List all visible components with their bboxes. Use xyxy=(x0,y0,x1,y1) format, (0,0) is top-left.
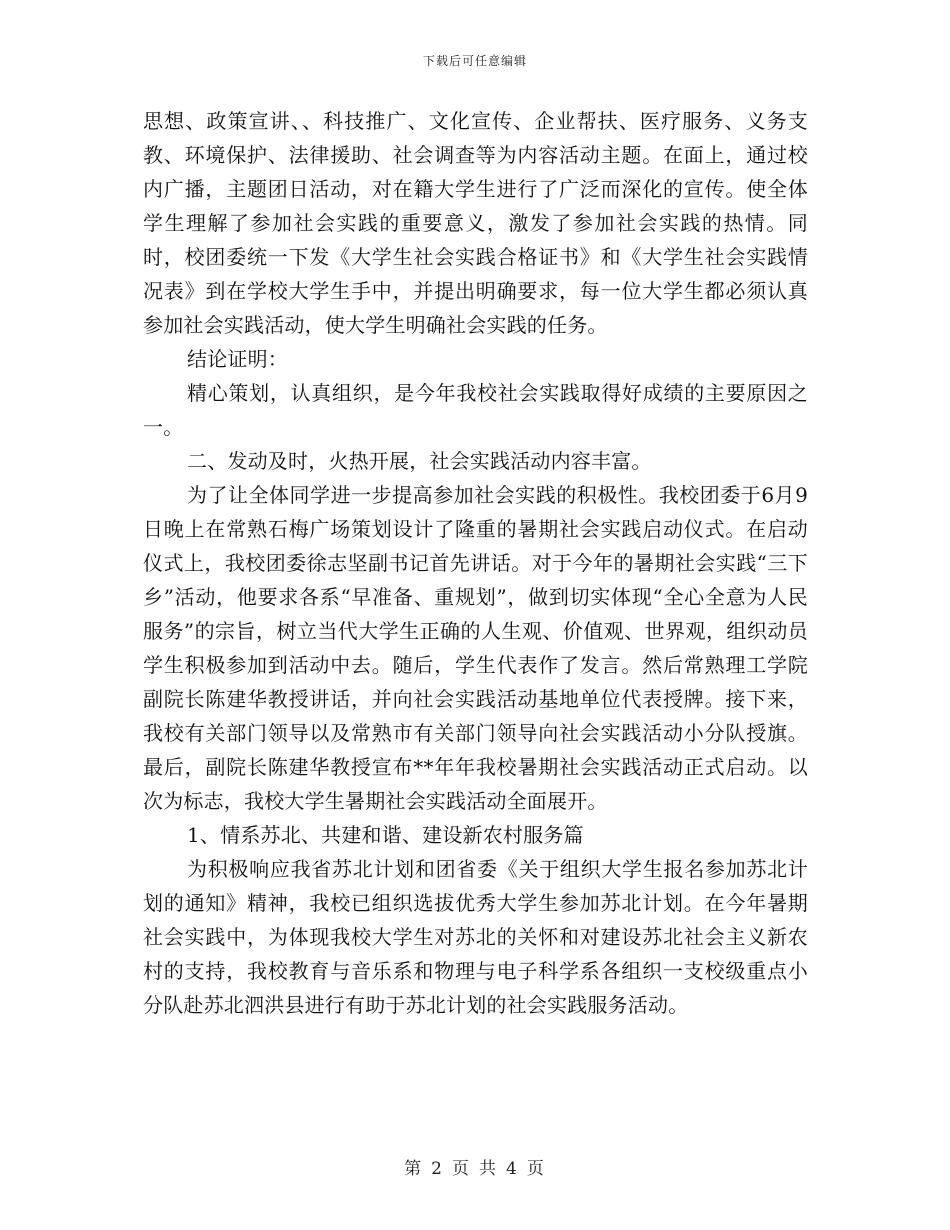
section-heading-2: 二、发动及时，火热开展，社会实践活动内容丰富。 xyxy=(187,449,652,473)
paragraph-continued: 思想、政策宣讲、、科技推广、文化宣传、企业帮扶、医疗服务、义务支教、环境保护、法律援助、社会调查等为内容活动主题。在面上，通过校内广播，主题团日活动，对在籍大学生进行了广泛而深化的宣传。使全体学生理解了参加社会实践的重要意义，激发了参加社会实践的热情。同时，校团委统一下发《大学生社会实践合格证书》和《大学生社会实践情况表》到在学校大学生手中，并提出明确要求，每一位大学生都必须认真参加社会实践活动，使大学生明确社会实践的任务。 xyxy=(143,109,808,337)
footer-total-label: 共 xyxy=(479,1159,498,1179)
footer-page-unit: 页 xyxy=(452,1159,471,1179)
paragraph-launch-ceremony: 为了让全体同学进一步提高参加社会实践的积极性。我校团委于6月9日晚上在常熟石梅广场策划设计了隆重的暑期社会实践启动仪式。在启动仪式上，我校团委徐志坚副书记首先讲话。对于今年的暑期社会实践“三下乡”活动，他要求各系“早准备、重规划”，做到切实体现“全心全意为人民服务”的宗旨，树立当代大学生正确的人生观、价值观、世界观，组织动员学生积极参加到活动中去。随后，学生代表作了发言。然后常熟理工学院副院长陈建华教授讲话，并向社会实践活动基地单位代表授牌。接下来，我校有关部门领导以及常熟市有关部门领导向社会实践活动小分队授旗。最后，副院长陈建华教授宣布**年年我校暑期社会实践活动正式启动。以次为标志，我校大学生暑期社会实践活动全面展开。 xyxy=(143,483,808,813)
footer-prefix: 第 xyxy=(404,1159,424,1179)
paragraph-conclusion-label: 结论证明： xyxy=(187,347,288,371)
paragraph-subei-plan: 为积极响应我省苏北计划和团省委《关于组织大学生报名参加苏北计划的通知》精神，我校已组织选拔优秀大学生参加苏北计划。在今年暑期社会实践中，为体现我校大学生对苏北的关怀和对建设苏北社会主义新农村的支持，我校教育与音乐系和物理与电子科学系各组织一支校级重点小分队赴苏北泗洪县进行有助于苏北计划的社会实践服务活动。 xyxy=(143,857,808,1017)
footer-current-page: 2 xyxy=(431,1159,444,1179)
footer-total-pages: 4 xyxy=(506,1159,519,1179)
subsection-heading-1: 1、情系苏北、共建和谐、建设新农村服务篇 xyxy=(187,823,584,847)
document-body xyxy=(143,104,808,1022)
paragraph-conclusion: 精心策划，认真组织，是今年我校社会实践取得好成绩的主要原因之一。 xyxy=(143,381,808,439)
page-footer xyxy=(0,1154,950,1179)
footer-page-unit-end: 页 xyxy=(526,1159,546,1179)
page-header: 下载后可任意编辑 xyxy=(422,54,527,68)
